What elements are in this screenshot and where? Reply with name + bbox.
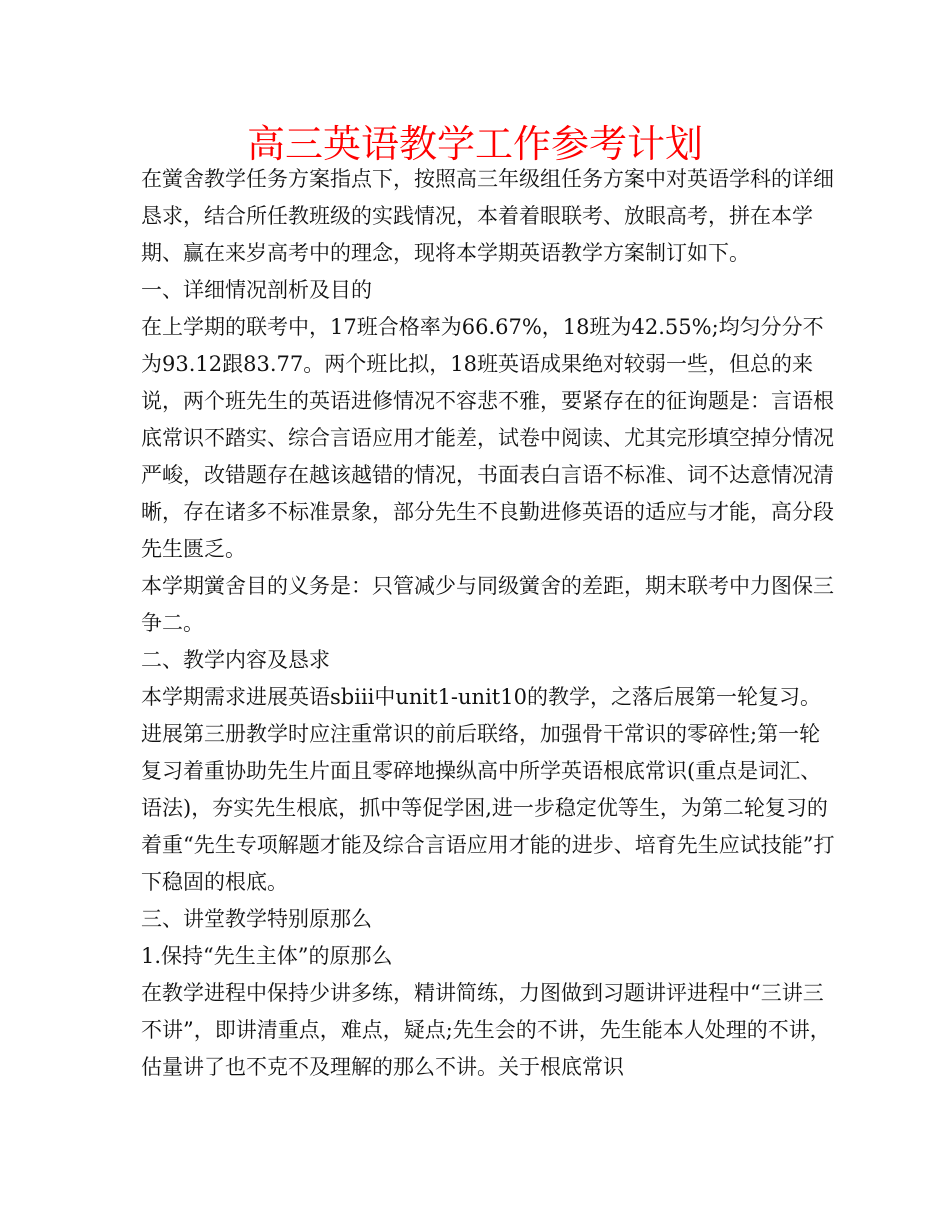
paragraph-analysis: 在上学期的联考中，17班合格率为66.67%，18班为42.55%;均匀分分不为93.12跟83.77。两个班比拟，18班英语成果绝对较弱一些，但总的来说，两个班先生的英语进修情况不容悲不雅，要紧存在的征询题是：言语根底常识不踏实、综合言语应用才能差，试卷中阅读、尤其完形填空掉分情况严峻，改错题存在越该越错的情况，书面表白言语不标准、词不达意情况清晰，存在诸多不标准景象，部分先生不良勤进修英语的适应与才能，高分段先生匮乏。 [141, 315, 834, 561]
document-body [141, 161, 841, 1086]
subheading-student-centered: 1.保持“先生主体”的原那么 [141, 944, 393, 968]
paragraph-intro: 在黉舍教学任务方案指点下，按照高三年级组任务方案中对英语学科的详细恳求，结合所任教班级的实践情况，本着着眼联考、放眼高考，拼在本学期、赢在来岁高考中的理念，现将本学期英语教学方案制订如下。 [141, 167, 834, 265]
document-title: 高三英语教学工作参考计划 [246, 122, 703, 166]
paragraph-content: 本学期需求进展英语sbⅲ中unit1-unit10的教学，之落后展第一轮复习。进展第三册教学时应注重常识的前后联络，加强骨干常识的零碎性;第一轮复习着重协助先生片面且零碎地操纵高中所学英语根底常识(重点是词汇、语法)，夯实先生根底，抓中等促学困,进一步稳定优等生，为第二轮复习的着重“先生专项解题才能及综合言语应用才能的进步、培育先生应试技能”打下稳固的根底。 [141, 685, 835, 894]
section-heading-analysis: 一、详细情况剖析及目的 [141, 278, 372, 302]
paragraph-goal: 本学期黉舍目的义务是：只管减少与同级黉舍的差距，期末联考中力图保三争二。 [141, 574, 834, 635]
paragraph-student-centered: 在教学进程中保持少讲多练，精讲简练，力图做到习题讲评进程中“三讲三不讲”，即讲清重点，难点，疑点;先生会的不讲，先生能本人处理的不讲，估量讲了也不克不及理解的那么不讲。关于根底常识 [141, 981, 831, 1079]
section-heading-principles: 三、讲堂教学特别原那么 [141, 907, 372, 931]
section-heading-content: 二、教学内容及恳求 [141, 648, 330, 672]
